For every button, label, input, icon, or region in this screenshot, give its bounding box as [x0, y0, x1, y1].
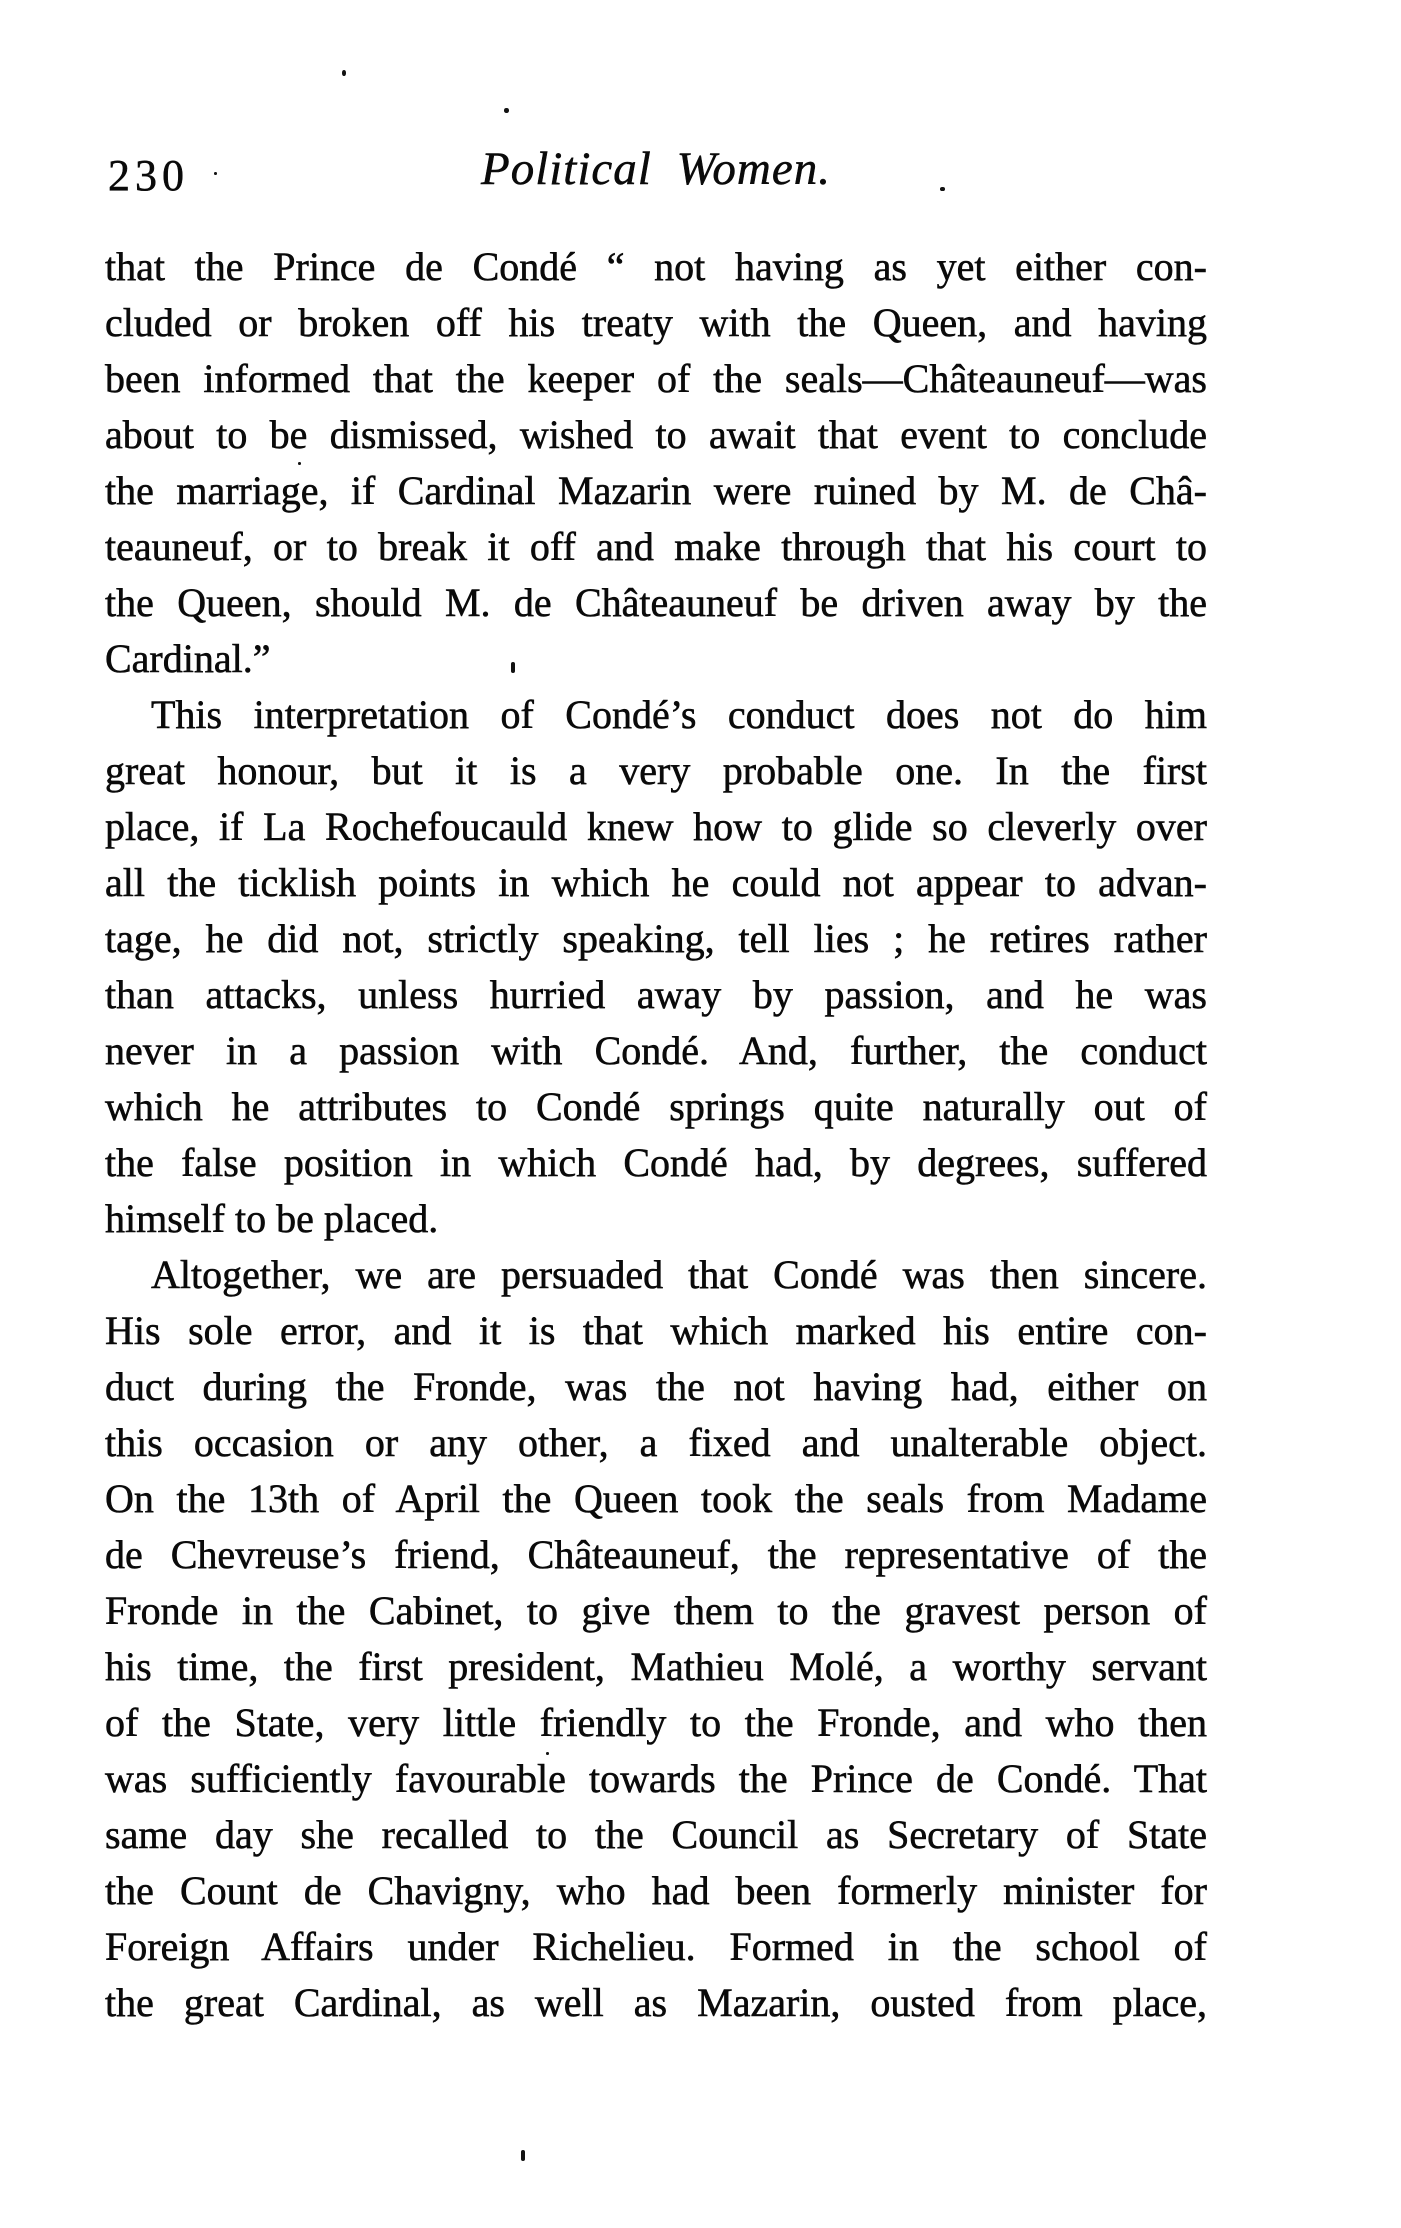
- text-line: never in a passion with Condé. And, further, the conduct: [105, 1028, 1207, 1073]
- text-line: been informed that the keeper of the seals—Châteauneuf—was: [105, 356, 1207, 401]
- text-line: Foreign Affairs under Richelieu. Formed in the school of: [105, 1924, 1207, 1969]
- scan-speck: [521, 2150, 525, 2161]
- text-line: place, if La Rochefoucauld knew how to glide so cleverly over: [105, 804, 1207, 849]
- scan-speck: [511, 662, 515, 673]
- text-line: the marriage, if Cardinal Mazarin were ruined by M. de Châ-: [105, 468, 1207, 513]
- scan-speck: [940, 187, 945, 191]
- text-line: great honour, but it is a very probable one. In the first: [105, 748, 1207, 793]
- text-line: Cardinal.”: [105, 636, 271, 681]
- text-line: This interpretation of Condé’s conduct does not do him: [151, 692, 1207, 737]
- scan-speck: [214, 172, 217, 175]
- paragraph: [105, 239, 1207, 687]
- text-line: was sufficiently favourable towards the Prince de Condé. That: [105, 1756, 1207, 1801]
- text-line: his time, the first president, Mathieu Molé, a worthy servant: [105, 1644, 1207, 1689]
- text-line: himself to be placed.: [105, 1196, 439, 1241]
- text-line: tage, he did not, strictly speaking, tell lies ; he retires rather: [105, 916, 1207, 961]
- text-line: the great Cardinal, as well as Mazarin, ousted from place,: [105, 1980, 1207, 2025]
- text-line: His sole error, and it is that which marked his entire con-: [105, 1308, 1207, 1353]
- text-line: de Chevreuse’s friend, Châteauneuf, the representative of the: [105, 1532, 1207, 1577]
- text-line: about to be dismissed, wished to await that event to conclude: [105, 412, 1207, 457]
- running-title: Political Women.: [480, 143, 831, 195]
- text-line: which he attributes to Condé springs quite naturally out of: [105, 1084, 1207, 1129]
- page-body: [105, 239, 1207, 2031]
- page-number: 230: [108, 151, 189, 200]
- text-line: teauneuf, or to break it off and make through that his court to: [105, 524, 1207, 569]
- text-line: duct during the Fronde, was the not having had, either on: [105, 1364, 1207, 1409]
- text-line: than attacks, unless hurried away by passion, and he was: [105, 972, 1207, 1017]
- scan-speck: [504, 108, 509, 113]
- text-line: Altogether, we are persuaded that Condé was then sincere.: [151, 1252, 1207, 1297]
- text-line: of the State, very little friendly to the Fronde, and who then: [105, 1700, 1207, 1745]
- scan-speck: [298, 462, 301, 465]
- text-line: the Count de Chavigny, who had been formerly minister for: [105, 1868, 1207, 1913]
- text-line: all the ticklish points in which he could not appear to advan-: [105, 860, 1207, 905]
- scan-speck: [546, 1752, 549, 1755]
- text-line: cluded or broken off his treaty with the Queen, and having: [105, 300, 1207, 345]
- text-line: the Queen, should M. de Châteauneuf be driven away by the: [105, 580, 1207, 625]
- paragraph: [105, 687, 1207, 1247]
- text-line: this occasion or any other, a fixed and unalterable object.: [105, 1420, 1207, 1465]
- text-line: Fronde in the Cabinet, to give them to the gravest person of: [105, 1588, 1207, 1633]
- paragraph: [105, 1247, 1207, 2031]
- text-line: same day she recalled to the Council as Secretary of State: [105, 1812, 1207, 1857]
- scan-speck: [342, 70, 346, 76]
- text-line: that the Prince de Condé “ not having as yet either con-: [105, 244, 1207, 289]
- text-line: On the 13th of April the Queen took the seals from Madame: [105, 1476, 1207, 1521]
- text-line: the false position in which Condé had, by degrees, suffered: [105, 1140, 1207, 1185]
